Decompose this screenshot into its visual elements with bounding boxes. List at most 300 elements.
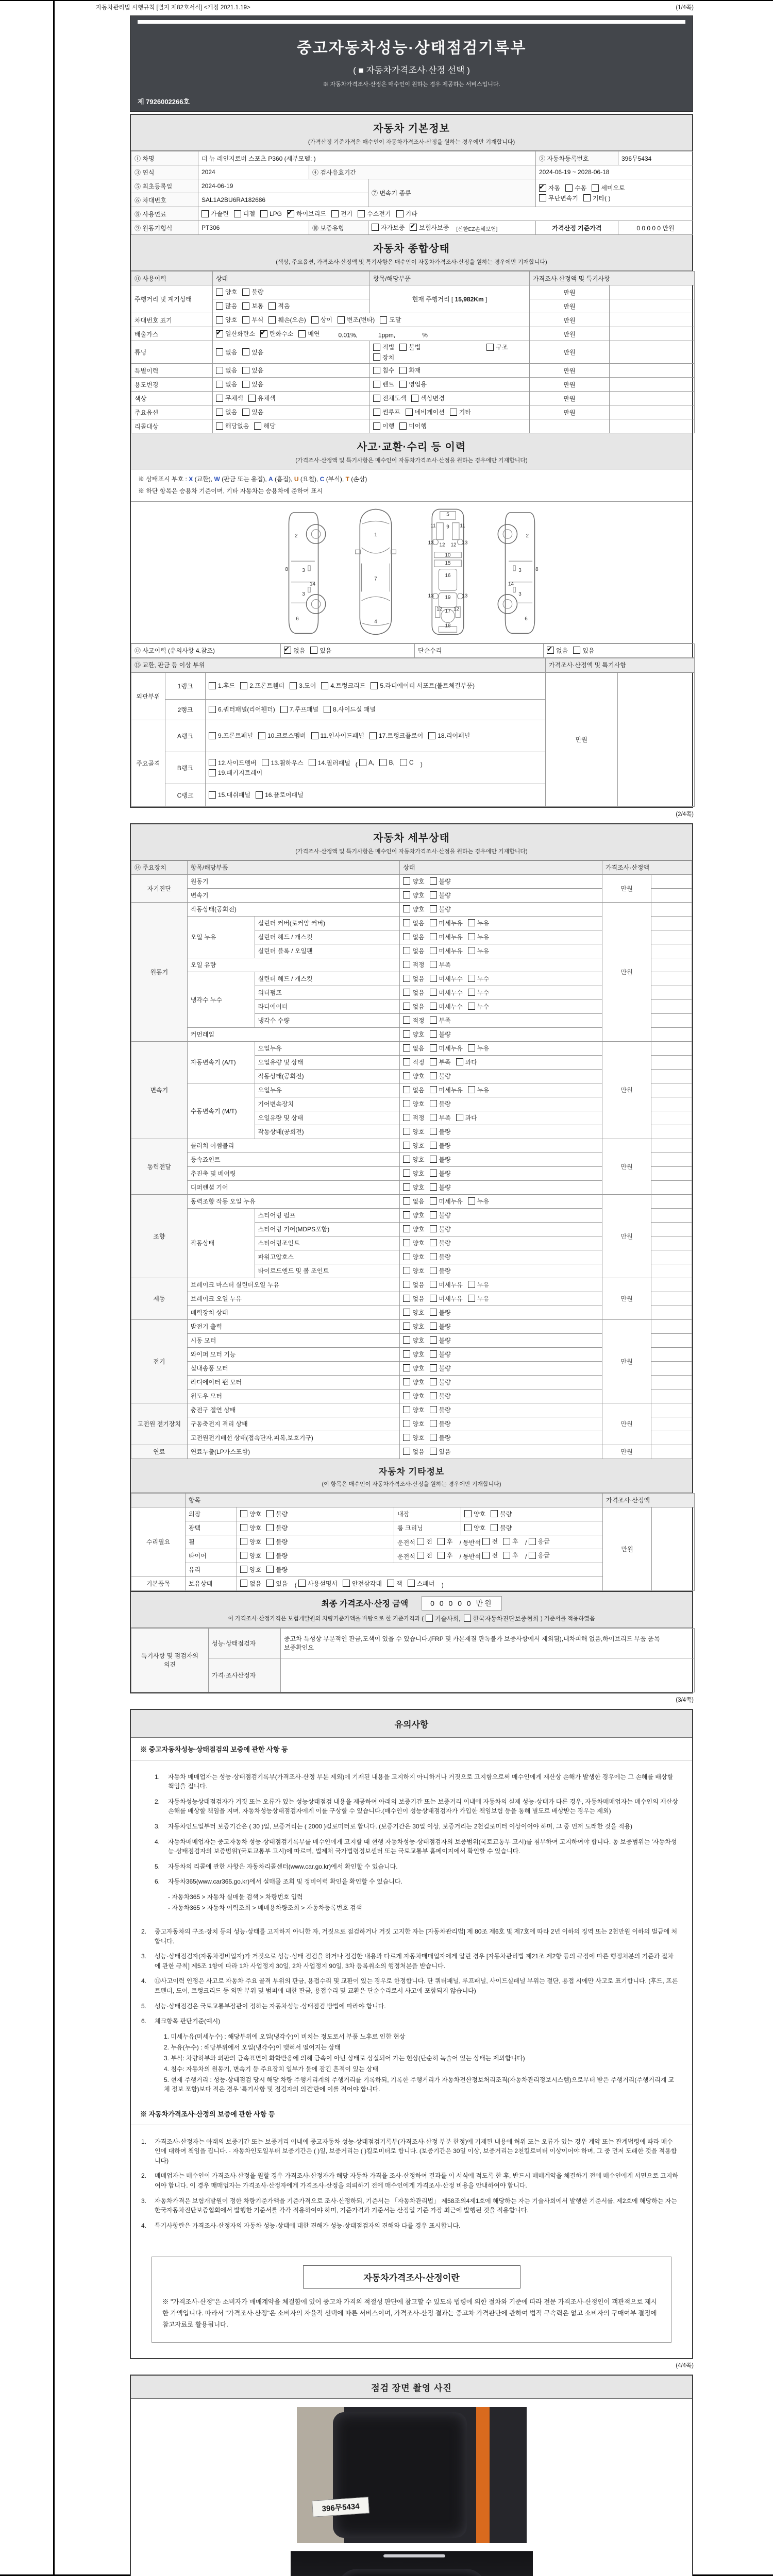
checkbox-양호[interactable] bbox=[240, 1565, 261, 1574]
checkbox-4.트렁크리드[interactable] bbox=[321, 681, 365, 690]
table-row bbox=[131, 151, 693, 165]
checkbox-후[interactable] bbox=[503, 1537, 518, 1546]
checkbox-유채색[interactable] bbox=[248, 394, 276, 402]
checkbox-미세누유[interactable] bbox=[430, 1086, 463, 1094]
checkbox-box bbox=[266, 1524, 274, 1531]
checkbox-불량[interactable] bbox=[430, 1350, 451, 1359]
checkbox-2.프론트휀더[interactable] bbox=[240, 681, 284, 690]
checkbox-양호[interactable] bbox=[403, 1364, 424, 1372]
checkbox-누유[interactable] bbox=[468, 1086, 489, 1094]
checkbox-8.사이드실 패널[interactable] bbox=[324, 705, 376, 714]
options-cell bbox=[400, 1139, 602, 1153]
checkbox-미세누수[interactable] bbox=[430, 988, 463, 997]
checkbox-많음[interactable] bbox=[216, 301, 237, 310]
checkbox-양호[interactable] bbox=[403, 1405, 424, 1414]
checkbox-양호[interactable] bbox=[464, 1510, 485, 1518]
cell-text: 주요옵션 bbox=[135, 409, 159, 416]
checkbox-없음[interactable] bbox=[284, 646, 305, 655]
checkbox-한국자동차진단보증협회[interactable] bbox=[464, 1614, 539, 1623]
checkbox-기타( )[interactable] bbox=[583, 194, 611, 202]
cell-text: 기어변속장치 bbox=[258, 1100, 294, 1108]
law-note: 자동차관리법 시행규칙 [별지 제82호서식] <개정 2021.1.19> bbox=[96, 5, 250, 11]
checkbox-색상변경[interactable] bbox=[411, 394, 444, 402]
panel-number-13: 13 bbox=[428, 539, 434, 546]
checkbox-자동[interactable] bbox=[539, 183, 560, 192]
checkbox-불량[interactable] bbox=[430, 891, 451, 900]
checkbox-불량[interactable] bbox=[430, 1433, 451, 1442]
checkbox-label: 과다 bbox=[465, 1058, 477, 1066]
checkbox-미이행[interactable] bbox=[399, 421, 427, 430]
checkbox-불량[interactable] bbox=[430, 1141, 451, 1150]
checkbox-하이브리드[interactable] bbox=[287, 209, 326, 218]
checkbox-없음[interactable] bbox=[403, 946, 424, 955]
checkbox-불량[interactable] bbox=[266, 1551, 288, 1560]
checkbox-무단변속기[interactable] bbox=[539, 194, 578, 202]
notice-number: 3. bbox=[155, 1822, 160, 1830]
checkbox-부족[interactable] bbox=[430, 960, 451, 969]
checkbox-5.라디에이터 서포트(볼트체결부품)[interactable] bbox=[371, 681, 475, 690]
checkbox-있음[interactable] bbox=[242, 408, 263, 416]
checkbox-불량[interactable] bbox=[491, 1510, 512, 1518]
checkbox-없음[interactable] bbox=[403, 1294, 424, 1303]
checkbox-box bbox=[373, 367, 380, 374]
options-cell bbox=[237, 1535, 394, 1549]
checkbox-양호[interactable] bbox=[464, 1523, 485, 1532]
checkbox-불량[interactable] bbox=[430, 877, 451, 886]
checkbox-없음[interactable] bbox=[216, 366, 237, 375]
checkbox-C[interactable] bbox=[400, 759, 414, 766]
text-cell bbox=[187, 1139, 400, 1153]
checkbox-불량[interactable] bbox=[430, 1252, 451, 1261]
checkbox-양호[interactable] bbox=[240, 1551, 261, 1560]
checkbox-전기[interactable] bbox=[331, 209, 352, 218]
checkbox-양호[interactable] bbox=[216, 287, 237, 296]
checkbox-없음[interactable] bbox=[403, 1197, 424, 1206]
checkbox-양호[interactable] bbox=[216, 315, 237, 324]
checkbox-적음[interactable] bbox=[268, 301, 290, 310]
checkbox-불량[interactable] bbox=[430, 1072, 451, 1080]
options-cell bbox=[213, 364, 370, 378]
checkbox-19.패키지트레이[interactable] bbox=[209, 768, 262, 777]
checkbox-불량[interactable] bbox=[430, 905, 451, 913]
checkbox-누수[interactable] bbox=[468, 974, 489, 983]
checkbox-미세누유[interactable] bbox=[430, 933, 463, 941]
checkbox-양호[interactable] bbox=[403, 891, 424, 900]
checkbox-없음[interactable] bbox=[403, 974, 424, 983]
checkbox-box bbox=[430, 1100, 437, 1107]
checkbox-세미오토[interactable] bbox=[592, 183, 625, 192]
table-row bbox=[131, 643, 695, 657]
final-price-note-pre: 이 가격조사·산정가격은 보험개발원의 차량기준가액을 바탕으로 한 기준가격과 ( bbox=[228, 1616, 424, 1622]
checkbox-불량[interactable] bbox=[242, 287, 263, 296]
checkbox-누유[interactable] bbox=[468, 1197, 489, 1206]
checkbox-불법[interactable] bbox=[399, 343, 421, 351]
checkbox-기술사회[interactable] bbox=[426, 1614, 461, 1623]
panel-number-15: 15 bbox=[445, 560, 450, 566]
checkbox-양호[interactable] bbox=[403, 1141, 424, 1150]
checkbox-불량[interactable] bbox=[430, 1266, 451, 1275]
options-cell bbox=[400, 1027, 602, 1041]
checkbox-누유[interactable] bbox=[468, 1294, 489, 1303]
checkbox-장치[interactable] bbox=[373, 353, 394, 362]
checkbox-있음[interactable] bbox=[242, 366, 263, 375]
table-row bbox=[131, 405, 695, 419]
table-row bbox=[131, 860, 692, 874]
checkbox-구조[interactable] bbox=[486, 343, 508, 351]
checkbox-불량[interactable] bbox=[430, 1308, 451, 1317]
empty-cell bbox=[213, 327, 530, 341]
empty-cell bbox=[618, 672, 695, 806]
checkbox-보험사보증[interactable] bbox=[410, 223, 449, 232]
checkbox-후[interactable] bbox=[438, 1537, 453, 1546]
checkbox-수동[interactable] bbox=[565, 183, 586, 192]
checkbox-불량[interactable] bbox=[430, 1239, 451, 1247]
checkbox-box bbox=[266, 1566, 274, 1573]
table-row bbox=[131, 1445, 692, 1459]
checkbox-응급[interactable] bbox=[529, 1537, 550, 1546]
checkbox-6.쿼터패널(리어휀더)[interactable] bbox=[209, 705, 275, 714]
checkbox-1.후드[interactable] bbox=[209, 681, 235, 690]
checkbox-없음[interactable] bbox=[403, 1002, 424, 1011]
checkbox-사용설명서[interactable] bbox=[298, 1579, 338, 1588]
checkbox-box bbox=[403, 1156, 410, 1163]
checkbox-누유[interactable] bbox=[468, 1280, 489, 1289]
checkbox-전[interactable] bbox=[482, 1551, 498, 1560]
checkbox-box bbox=[403, 1003, 410, 1010]
checkbox-양호[interactable] bbox=[403, 1211, 424, 1219]
checkbox-불량[interactable] bbox=[430, 1392, 451, 1400]
checkbox-9.프론트패널[interactable] bbox=[209, 731, 253, 740]
checkbox-미세누유[interactable] bbox=[430, 946, 463, 955]
checkbox-자가보증[interactable] bbox=[372, 223, 405, 232]
checkbox-이행[interactable] bbox=[373, 421, 394, 430]
cell-text: ) bbox=[440, 1581, 444, 1589]
text-cell bbox=[536, 221, 618, 235]
checkbox-13.휠하우스[interactable] bbox=[262, 758, 304, 767]
checkbox-불량[interactable] bbox=[491, 1523, 512, 1532]
checkbox-있음[interactable] bbox=[266, 1579, 288, 1588]
checkbox-불량[interactable] bbox=[430, 1169, 451, 1178]
checkbox-없음[interactable] bbox=[403, 988, 424, 997]
checkbox-해당없음[interactable] bbox=[216, 421, 249, 430]
text-cell bbox=[602, 1403, 651, 1445]
checkbox-응급[interactable] bbox=[529, 1551, 550, 1560]
cell-text: 단순수리 bbox=[418, 647, 442, 655]
checkbox-label: 15.대쉬패널 bbox=[218, 791, 251, 799]
checkbox-부족[interactable] bbox=[430, 1058, 451, 1066]
options-cell bbox=[370, 405, 530, 419]
checkbox-탄화수소[interactable] bbox=[260, 329, 293, 338]
checkbox-적정[interactable] bbox=[403, 1016, 424, 1025]
notice-subline: 3. 부식: 차량하부와 외판의 금속표면이 화학반응에 의해 금속이 아닌 상태로 상실되어 가는 현상(단순히 녹슬어 있는 상태는 제외합니다) bbox=[164, 2054, 525, 2062]
checkbox-적정[interactable] bbox=[403, 960, 424, 969]
panel-number-12: 12 bbox=[453, 606, 459, 613]
checkbox-box bbox=[430, 1267, 437, 1274]
checkbox-불량[interactable] bbox=[430, 1336, 451, 1345]
checkbox-렌트[interactable] bbox=[373, 380, 394, 388]
empty-cell bbox=[651, 1180, 692, 1194]
checkbox-변조(변타)[interactable] bbox=[338, 315, 375, 324]
checkbox-전[interactable] bbox=[482, 1537, 498, 1546]
checkbox-box bbox=[399, 367, 407, 374]
checkbox-없음[interactable] bbox=[403, 933, 424, 941]
checkbox-불량[interactable] bbox=[430, 1419, 451, 1428]
checkbox-상이[interactable] bbox=[311, 315, 332, 324]
checkbox-14.필러패널[interactable] bbox=[309, 758, 350, 767]
state-code-legend bbox=[138, 473, 685, 485]
price-survey-info-title: 자동차가격조사·산정이란 bbox=[303, 2265, 520, 2289]
checkbox-미세누유[interactable] bbox=[430, 1280, 463, 1289]
checkbox-없음[interactable] bbox=[403, 919, 424, 927]
cell-text: 작동상태(공회전) bbox=[258, 1128, 304, 1136]
checkbox-무채색[interactable] bbox=[216, 394, 243, 402]
checkbox-7.루프패널[interactable] bbox=[280, 705, 318, 714]
checkbox-B,[interactable] bbox=[379, 759, 394, 766]
checkbox-box bbox=[266, 1580, 274, 1587]
checkbox-네비게이션[interactable] bbox=[406, 408, 445, 416]
checkbox-불량[interactable] bbox=[266, 1537, 288, 1546]
checkbox-잭[interactable] bbox=[387, 1579, 402, 1588]
checkbox-전체도색[interactable] bbox=[373, 394, 406, 402]
checkbox-불량[interactable] bbox=[430, 1225, 451, 1233]
checkbox-후[interactable] bbox=[438, 1551, 453, 1560]
checkbox-수소전기[interactable] bbox=[358, 209, 391, 218]
checkbox-후[interactable] bbox=[503, 1551, 518, 1560]
checkbox-양호[interactable] bbox=[403, 1155, 424, 1164]
checkbox-불량[interactable] bbox=[266, 1565, 288, 1574]
checkbox-전[interactable] bbox=[417, 1551, 432, 1560]
checkbox-해당[interactable] bbox=[254, 421, 275, 430]
checkbox-누수[interactable] bbox=[468, 988, 489, 997]
photo-ceiling-light bbox=[383, 2554, 445, 2557]
checkbox-있음[interactable] bbox=[242, 380, 263, 388]
checkbox-없음[interactable] bbox=[403, 1086, 424, 1094]
text-cell bbox=[186, 1521, 237, 1535]
checkbox-불량[interactable] bbox=[430, 1030, 451, 1039]
checkbox-미세누수[interactable] bbox=[430, 974, 463, 983]
checkbox-누유[interactable] bbox=[468, 1044, 489, 1053]
checkbox-box bbox=[216, 381, 223, 388]
checkbox-불량[interactable] bbox=[430, 1155, 451, 1164]
checkbox-양호[interactable] bbox=[403, 1419, 424, 1428]
checkbox-양호[interactable] bbox=[403, 905, 424, 913]
checkbox-미세누유[interactable] bbox=[430, 1044, 463, 1053]
checkbox-부식[interactable] bbox=[242, 315, 263, 324]
checkbox-10.크로스멤버[interactable] bbox=[258, 731, 306, 740]
checkbox-전[interactable] bbox=[417, 1537, 432, 1546]
checkbox-있음[interactable] bbox=[430, 1447, 451, 1456]
checkbox-과다[interactable] bbox=[456, 1113, 477, 1122]
checkbox-미세누유[interactable] bbox=[430, 1294, 463, 1303]
checkbox-label: 양호 bbox=[412, 1267, 425, 1275]
cell-text: 만원 bbox=[620, 1358, 633, 1365]
checkbox-불량[interactable] bbox=[266, 1523, 288, 1532]
checkbox-양호[interactable] bbox=[240, 1523, 261, 1532]
checkbox-누유[interactable] bbox=[468, 919, 489, 927]
text-cell bbox=[186, 1507, 237, 1521]
checkbox-양호[interactable] bbox=[403, 1252, 424, 1261]
checkbox-양호[interactable] bbox=[403, 1183, 424, 1192]
cell-text: 라디에이터 팬 모터 bbox=[190, 1379, 242, 1386]
checkbox-label: 불량 bbox=[439, 1183, 451, 1191]
checkbox-없음[interactable] bbox=[403, 1044, 424, 1053]
checkbox-12.사이드멤버[interactable] bbox=[209, 758, 257, 767]
checkbox-양호[interactable] bbox=[403, 1392, 424, 1400]
checkbox-부족[interactable] bbox=[430, 1113, 451, 1122]
checkbox-양호[interactable] bbox=[403, 1099, 424, 1108]
checkbox-적법[interactable] bbox=[373, 343, 394, 351]
checkbox-일산화탄소[interactable] bbox=[216, 329, 255, 338]
checkbox-가솔린[interactable] bbox=[201, 209, 229, 218]
checkbox-없음[interactable] bbox=[240, 1579, 261, 1588]
checkbox-과다[interactable] bbox=[456, 1058, 477, 1066]
checkbox-A,[interactable] bbox=[359, 759, 374, 766]
checkbox-label: 불량 bbox=[276, 1524, 288, 1532]
checkbox-양호[interactable] bbox=[403, 1378, 424, 1386]
cell-text: 만원 bbox=[563, 395, 576, 402]
notices-list-c bbox=[131, 2125, 692, 2244]
checkbox-누유[interactable] bbox=[468, 933, 489, 941]
checkbox-안전삼각대[interactable] bbox=[343, 1579, 382, 1588]
table-row bbox=[131, 378, 695, 392]
checkbox-썬루프[interactable] bbox=[373, 408, 400, 416]
cell-text: [신한EZ손해보험] bbox=[456, 226, 498, 233]
checkbox-label: 렌트 bbox=[382, 381, 395, 388]
checkbox-도말[interactable] bbox=[380, 315, 401, 324]
checkbox-양호[interactable] bbox=[403, 877, 424, 886]
checkbox-미세누수[interactable] bbox=[430, 1002, 463, 1011]
checkbox-누유[interactable] bbox=[468, 946, 489, 955]
text-cell bbox=[131, 874, 188, 902]
checkbox-box bbox=[372, 224, 379, 231]
checkbox-box bbox=[430, 919, 437, 926]
checkbox-불량[interactable] bbox=[430, 1322, 451, 1331]
notice-item bbox=[141, 2171, 679, 2190]
checkbox-적정[interactable] bbox=[403, 1113, 424, 1122]
checkbox-3.도어[interactable] bbox=[290, 681, 316, 690]
form-table bbox=[131, 860, 692, 1459]
checkbox-없음[interactable] bbox=[216, 380, 237, 388]
cell-text: 자동변속기 (A/T) bbox=[190, 1059, 236, 1066]
checkbox-불량[interactable] bbox=[430, 1364, 451, 1372]
checkbox-label: 상이 bbox=[320, 316, 332, 324]
checkbox-18.리어패널[interactable] bbox=[428, 731, 470, 740]
checkbox-적정[interactable] bbox=[403, 1058, 424, 1066]
cell-text: % bbox=[422, 331, 428, 339]
checkbox-양호[interactable] bbox=[240, 1537, 261, 1546]
checkbox-box bbox=[403, 975, 410, 982]
checkbox-있음[interactable] bbox=[573, 646, 594, 655]
notice-item bbox=[155, 1772, 679, 1791]
checkbox-없음[interactable] bbox=[403, 1447, 424, 1456]
checkbox-침수[interactable] bbox=[373, 366, 394, 375]
checkbox-미세누유[interactable] bbox=[430, 1197, 463, 1206]
checkbox-15.대쉬패널[interactable] bbox=[209, 790, 250, 799]
checkbox-label: 도말 bbox=[389, 316, 401, 324]
checkbox-box bbox=[428, 732, 435, 739]
checkbox-보통[interactable] bbox=[242, 301, 263, 310]
checkbox-양호[interactable] bbox=[403, 1225, 424, 1233]
checkbox-box bbox=[403, 1448, 410, 1455]
checkbox-양호[interactable] bbox=[240, 1510, 261, 1518]
checkbox-없음[interactable] bbox=[547, 646, 568, 655]
checkbox-미세누유[interactable] bbox=[430, 919, 463, 927]
checkbox-영업용[interactable] bbox=[399, 380, 427, 388]
checkbox-없음[interactable] bbox=[403, 1280, 424, 1289]
checkbox-없음[interactable] bbox=[216, 348, 237, 357]
table-row bbox=[131, 165, 693, 179]
checkbox-양호[interactable] bbox=[403, 1350, 424, 1359]
checkbox-양호[interactable] bbox=[403, 1336, 424, 1345]
checkbox-양호[interactable] bbox=[403, 1308, 424, 1317]
checkbox-label: 없음 bbox=[225, 381, 238, 388]
checkbox-있음[interactable] bbox=[242, 348, 263, 357]
checkbox-있음[interactable] bbox=[310, 646, 331, 655]
checkbox-불량[interactable] bbox=[430, 1211, 451, 1219]
checkbox-box bbox=[565, 184, 573, 192]
checkbox-box bbox=[242, 316, 249, 324]
checkbox-box bbox=[290, 682, 297, 689]
form-table bbox=[131, 151, 693, 235]
checkbox-스패너[interactable] bbox=[408, 1579, 435, 1588]
checkbox-누수[interactable] bbox=[468, 1002, 489, 1011]
checkbox-매연[interactable] bbox=[298, 329, 320, 338]
checkbox-기타[interactable] bbox=[396, 209, 417, 218]
checkbox-16.플로어패널[interactable] bbox=[256, 790, 304, 799]
checkbox-양호[interactable] bbox=[403, 1239, 424, 1247]
checkbox-화재[interactable] bbox=[399, 366, 421, 375]
checkbox-양호[interactable] bbox=[403, 1072, 424, 1080]
checkbox-양호[interactable] bbox=[403, 1266, 424, 1275]
checkbox-양호[interactable] bbox=[403, 1433, 424, 1442]
checkbox-양호[interactable] bbox=[403, 1322, 424, 1331]
checkbox-부족[interactable] bbox=[430, 1016, 451, 1025]
empty-cell bbox=[651, 944, 692, 958]
checkbox-11.인사이드패널[interactable] bbox=[311, 731, 364, 740]
checkbox-불량[interactable] bbox=[430, 1127, 451, 1136]
checkbox-불량[interactable] bbox=[266, 1510, 288, 1518]
checkbox-양호[interactable] bbox=[403, 1030, 424, 1039]
checkbox-불량[interactable] bbox=[430, 1099, 451, 1108]
checkbox-box bbox=[201, 210, 209, 217]
price-survey-select[interactable]: ( ■ 자동차가격조사·산정 선택 ) bbox=[353, 65, 470, 75]
checkbox-label: 세미오토 bbox=[601, 184, 625, 192]
checkbox-label: 누수 bbox=[477, 975, 490, 982]
checkbox-label: 부족 bbox=[439, 1016, 451, 1024]
checkbox-box bbox=[403, 1211, 410, 1218]
checkbox-없음[interactable] bbox=[216, 408, 237, 416]
checkbox-불량[interactable] bbox=[430, 1405, 451, 1414]
text-cell bbox=[187, 1041, 255, 1083]
checkbox-LPG[interactable] bbox=[260, 210, 282, 217]
cell-text: 오일누유 bbox=[258, 1087, 282, 1094]
options-cell bbox=[370, 364, 530, 378]
panel-number-18: 18 bbox=[445, 622, 450, 629]
checkbox-label: 양호 bbox=[412, 905, 425, 913]
checkbox-label: 구조 bbox=[496, 344, 508, 351]
checkbox-훼손(오손)[interactable] bbox=[268, 315, 306, 324]
checkbox-불량[interactable] bbox=[430, 1183, 451, 1192]
checkbox-label: 누유 bbox=[477, 1086, 490, 1094]
checkbox-label: 미세누유 bbox=[439, 1086, 463, 1094]
checkbox-기타[interactable] bbox=[450, 408, 471, 416]
checkbox-불량[interactable] bbox=[430, 1378, 451, 1386]
checkbox-양호[interactable] bbox=[403, 1127, 424, 1136]
checkbox-17.트렁크플로어[interactable] bbox=[369, 731, 423, 740]
checkbox-디젤[interactable] bbox=[234, 209, 255, 218]
checkbox-양호[interactable] bbox=[403, 1169, 424, 1178]
empty-cell bbox=[651, 1194, 692, 1208]
